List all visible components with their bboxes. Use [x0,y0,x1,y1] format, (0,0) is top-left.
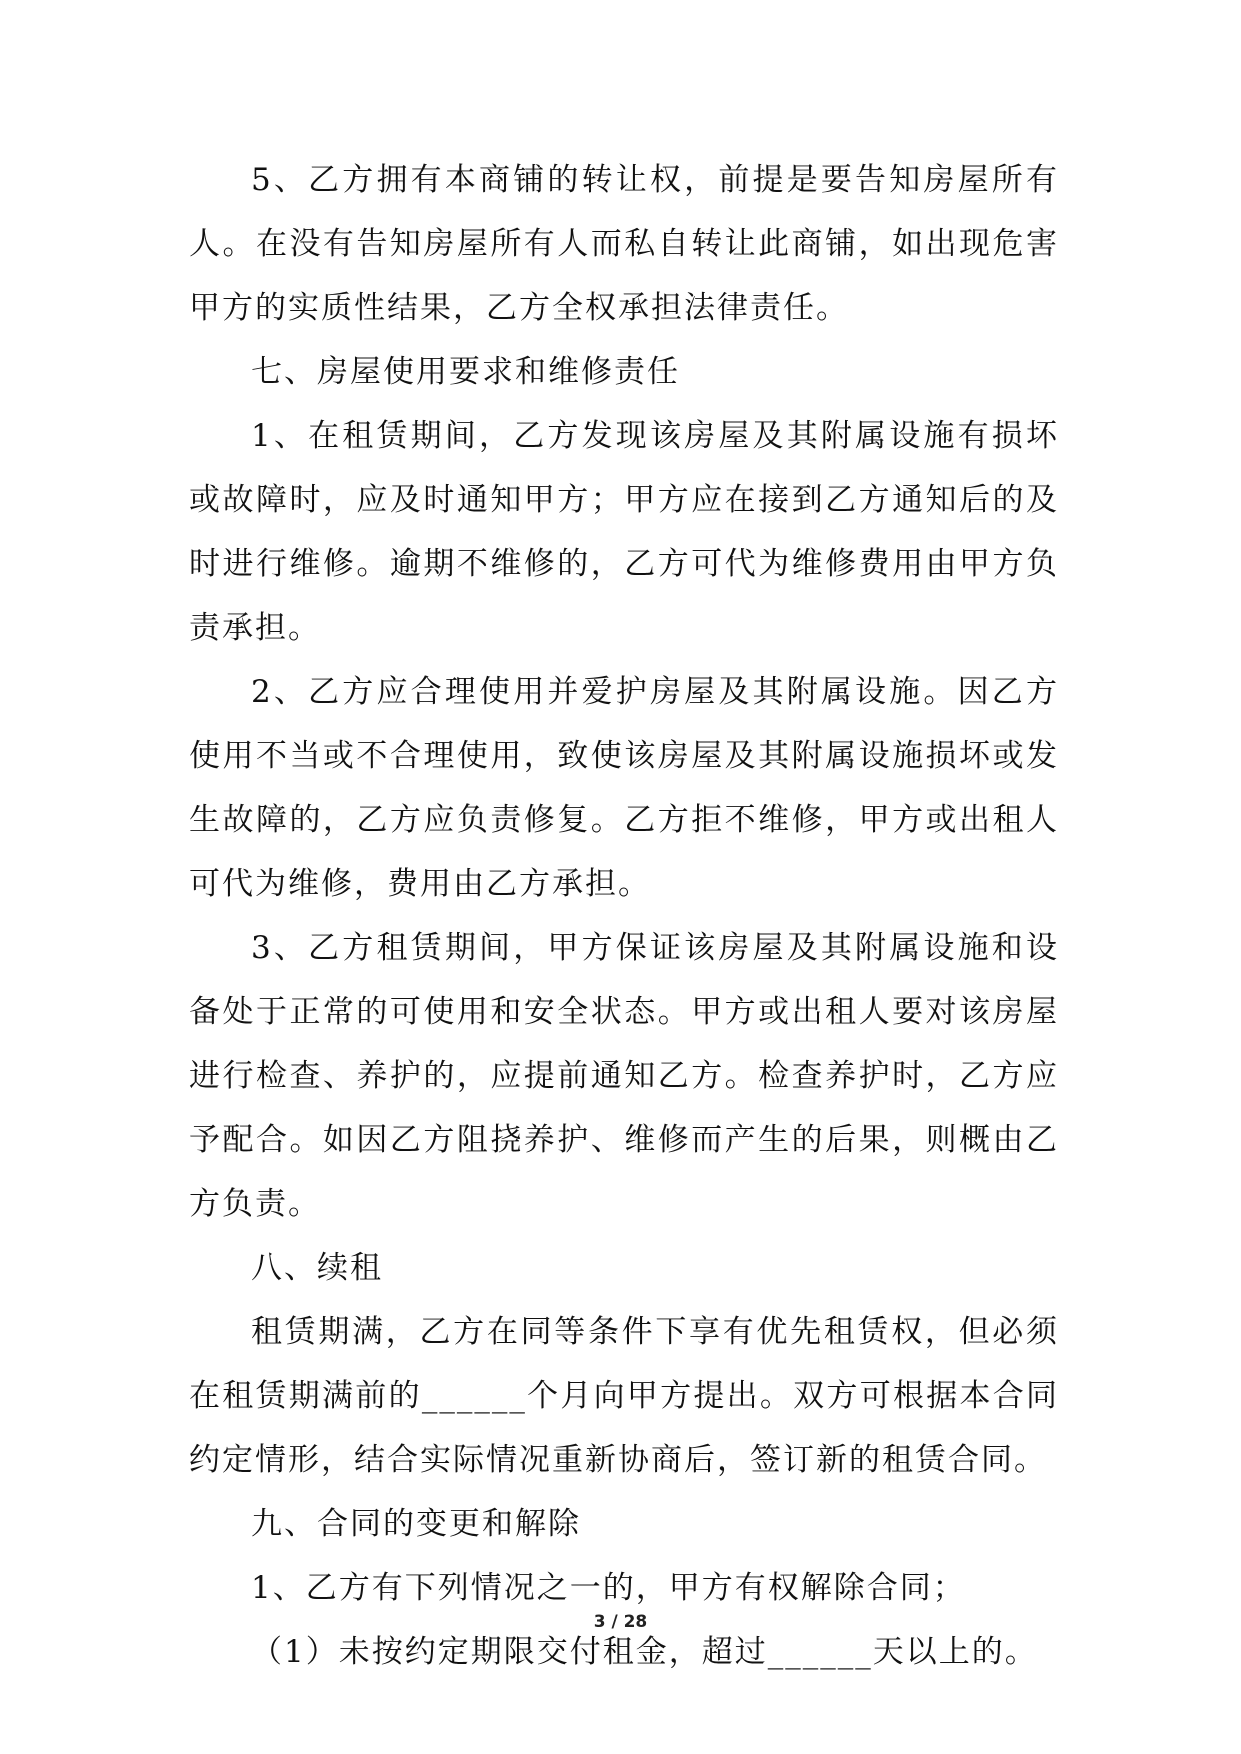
clause-8-renewal: 租赁期满，乙方在同等条件下享有优先租赁权，但必须在租赁期满前的______个月向甲方提出。双方可根据本合同约定情形，结合实际情况重新协商后，签订新的租赁合同。 [189,1314,1059,1478]
page-number: 3 / 28 [593,1612,648,1632]
section-7-heading: 七、房屋使用要求和维修责任 [251,354,680,390]
clause-7-3-inspection: 3、乙方租赁期间，甲方保证该房屋及其附属设施和设备处于正常的可使用和安全状态。甲方或出租人要对该房屋进行检查、养护的，应提前通知乙方。检查养护时，乙方应予配合。如因乙方阻挠养护、维修而产生的后果，则概由乙方负责。 [189,930,1059,1222]
clause-7-1-repair-notice: 1、在租赁期间，乙方发现该房屋及其附属设施有损坏或故障时，应及时通知甲方；甲方应在接到乙方通知后的及时进行维修。逾期不维修的，乙方可代为维修费用由甲方负责承担。 [189,418,1059,646]
document-body [189,148,1059,1684]
clause-9-1-termination: 1、乙方有下列情况之一的，甲方有权解除合同； [251,1570,966,1606]
clause-9-1-item-1: （1）未按约定期限交付租金，超过______天以上的。 [251,1634,1038,1670]
section-8-heading: 八、续租 [251,1250,383,1286]
clause-7-2-proper-use: 2、乙方应合理使用并爱护房屋及其附属设施。因乙方使用不当或不合理使用，致使该房屋及其附属设施损坏或发生故障的，乙方应负责修复。乙方拒不维修，甲方或出租人可代为维修，费用由乙方承担。 [189,674,1059,902]
clause-5-transfer-right: 5、乙方拥有本商铺的转让权，前提是要告知房屋所有人。在没有告知房屋所有人而私自转让此商铺，如出现危害甲方的实质性结果，乙方全权承担法律责任。 [189,162,1059,326]
section-9-heading: 九、合同的变更和解除 [251,1506,581,1542]
